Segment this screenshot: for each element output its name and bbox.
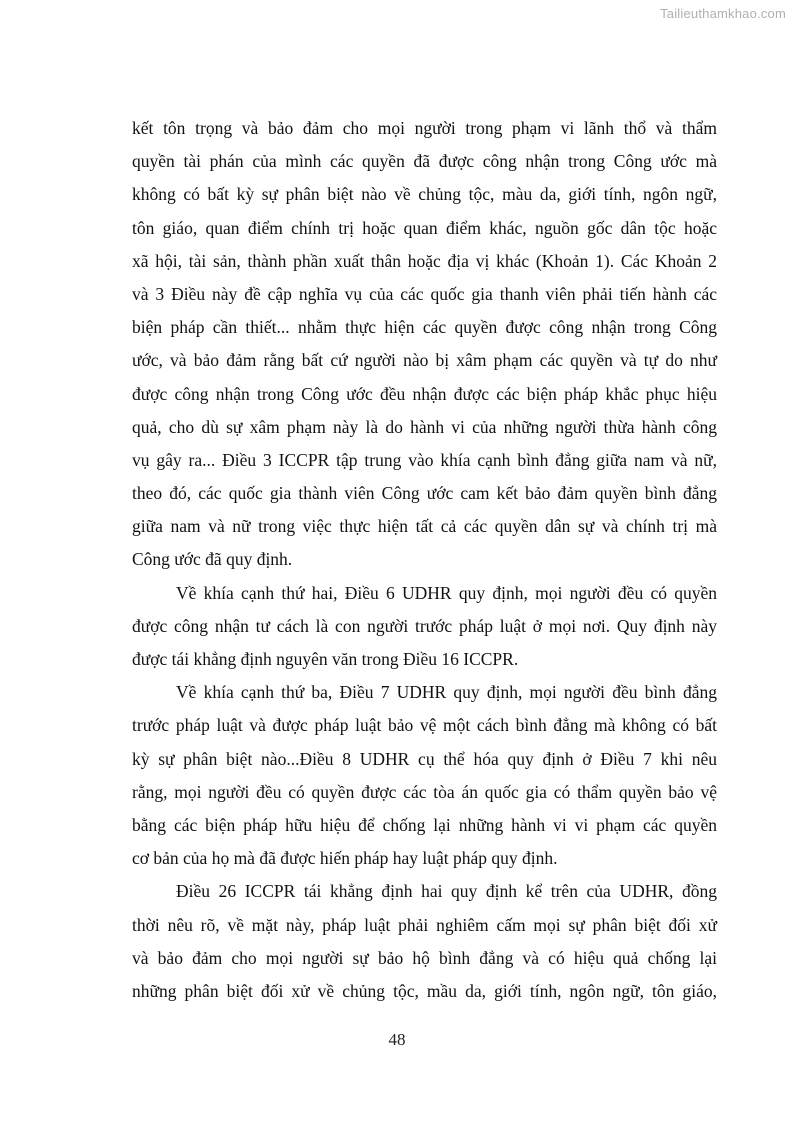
- watermark: Tailieuthamkhao.com: [660, 6, 786, 21]
- text-line: xã hội, tài sản, thành phần xuất thân hoặc địa vị khác (Khoản 1). Các Khoản 2: [132, 250, 717, 271]
- text-line: Điều 26 ICCPR tái khẳng định hai quy định kể trên của UDHR, đồng: [176, 881, 717, 902]
- text-line: quả, cho dù sự xâm phạm này là do hành vi của những người thừa hành công: [132, 416, 717, 437]
- paragraph: [132, 678, 717, 877]
- text-line: và bảo đảm cho mọi người sự bảo hộ bình đẳng và có hiệu quả chống lại: [132, 947, 717, 968]
- text-line: Về khía cạnh thứ ba, Điều 7 UDHR quy định, mọi người đều bình đẳng: [176, 682, 717, 703]
- text-line: Về khía cạnh thứ hai, Điều 6 UDHR quy định, mọi người đều có quyền: [176, 582, 717, 603]
- text-line: rằng, mọi người đều có quyền được các tòa án quốc gia có thẩm quyền bảo vệ: [132, 781, 717, 802]
- text-line: được công nhận tư cách là con người trước pháp luật ở mọi nơi. Quy định này: [132, 615, 717, 636]
- text-line: được tái khẳng định nguyên văn trong Điều 16 ICCPR.: [132, 649, 519, 669]
- text-line: vụ gây ra... Điều 3 ICCPR tập trung vào khía cạnh bình đẳng giữa nam và nữ,: [132, 449, 717, 470]
- text-line: trước pháp luật và được pháp luật bảo vệ một cách bình đẳng mà không có bất: [132, 715, 717, 736]
- text-line: Công ước đã quy định.: [132, 549, 293, 570]
- text-line: được công nhận trong Công ước đều nhận được các biện pháp khắc phục hiệu: [132, 383, 717, 404]
- paragraph: [132, 877, 717, 1010]
- page-number: 48: [388, 1030, 406, 1049]
- text-line: theo đó, các quốc gia thành viên Công ước cam kết bảo đảm quyền bình đẳng: [132, 483, 717, 504]
- text-line: bằng các biện pháp hữu hiệu để chống lại những hành vi vi phạm các quyền: [132, 814, 717, 835]
- text-line: cơ bản của họ mà đã được hiến pháp hay luật pháp quy định.: [132, 848, 558, 869]
- text-line: biện pháp cần thiết... nhằm thực hiện các quyền được công nhận trong Công: [132, 317, 717, 338]
- text-line: những phân biệt đối xử về chủng tộc, mầu da, giới tính, ngôn ngữ, tôn giáo,: [132, 980, 717, 1001]
- text-line: tôn giáo, quan điểm chính trị hoặc quan điểm khác, nguồn gốc dân tộc hoặc: [132, 217, 717, 238]
- paragraph: [132, 579, 717, 679]
- paragraph: [132, 114, 717, 579]
- text-line: và 3 Điều này đề cập nghĩa vụ của các quốc gia thanh viên phải tiến hành các: [132, 283, 717, 304]
- text-line: thời nêu rõ, về mặt này, pháp luật phải nghiêm cấm mọi sự phân biệt đối xử: [132, 914, 717, 935]
- text-line: kết tôn trọng và bảo đảm cho mọi người trong phạm vi lãnh thổ và thẩm: [132, 118, 717, 138]
- text-line: không có bất kỳ sự phân biệt nào về chủng tộc, màu da, giới tính, ngôn ngữ,: [132, 184, 717, 205]
- page-body: [132, 114, 717, 1010]
- text-line: quyền tài phán của mình các quyền đã được công nhận trong Công ước mà: [132, 151, 717, 172]
- text-line: ước, và bảo đảm rằng bất cứ người nào bị xâm phạm các quyền và tự do như: [132, 350, 717, 371]
- text-line: kỳ sự phân biệt nào...Điều 8 UDHR cụ thể hóa quy định ở Điều 7 khi nêu: [132, 748, 717, 769]
- text-line: giữa nam và nữ trong việc thực hiện tất cả các quyền dân sự và chính trị mà: [132, 516, 717, 537]
